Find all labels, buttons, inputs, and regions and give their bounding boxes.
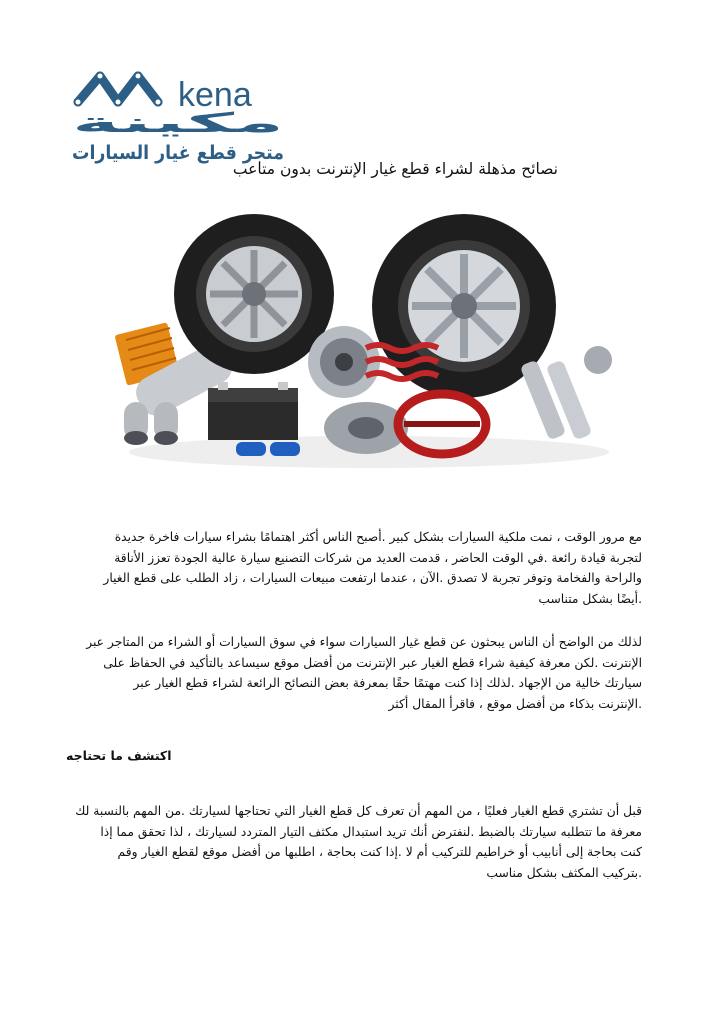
paragraph-line: سيارتك خالية من الإجهاد .لذلك إذا كنت مهتمًا حقًا بمعرفة بعض النصائح الرائعة لشراء قطع الغيار عبر	[133, 676, 642, 690]
paragraph-line: قبل أن تشتري قطع الغيار فعليًا ، من المهم أن تعرف كل قطع الغيار التي تحتاجها لسيارتك .من المهم بالنسبة لك	[75, 804, 642, 818]
section-heading: اكتشف ما تحتاجه	[66, 748, 172, 763]
section-paragraph	[66, 801, 642, 883]
intro-paragraph	[66, 527, 642, 609]
logo-tagline: متجر قطع غيار السيارات	[72, 142, 284, 164]
paragraph-line: لذلك من الواضح أن الناس يبحثون عن قطع غيار السيارات سواء في سوق السيارات أو الشراء من المتاجر عبر	[86, 635, 642, 649]
logo-mark-icon	[66, 62, 288, 166]
car-parts-image	[104, 210, 626, 476]
document-title: نصائح مذهلة لشراء قطع غيار الإنترنت بدون متاعب	[232, 160, 558, 178]
paragraph-line: كنت بحاجة إلى أنابيب أو خراطيم للتركيب أم لا .إذا كنت بحاجة ، اطلبها من أفضل موقع لقطع الغيار وقم	[117, 845, 642, 859]
paragraph-line: لتجربة قيادة رائعة .في الوقت الحاضر ، قدمت العديد من شركات التصنيع سيارة عالية الجودة تعزز الأناقة	[114, 550, 642, 565]
paragraph-line: الإنترنت .لكن معرفة كيفية شراء قطع الغيار عبر الإنترنت من أفضل موقع سيساعد بالتأكيد في الحفاظ على	[103, 655, 642, 670]
logo-wordmark: kena	[178, 76, 252, 114]
tire-icon	[174, 214, 334, 374]
paragraph-line: والراحة والفخامة وتوفر تجربة لا تصدق .الآن ، عندما ارتفعت مبيعات السيارات ، زاد الطلب على قطع الغيار	[103, 571, 642, 585]
battery-icon	[208, 382, 298, 440]
paragraph-line: .بتركيب المكثف بشكل مناسب	[486, 865, 642, 880]
paragraph-line: مع مرور الوقت ، نمت ملكية السيارات بشكل كبير .أصبح الناس أكثر اهتمامًا بشراء سيارات فاخرة جديدة	[114, 530, 642, 544]
paragraph-line: معرفة ما تتطلبه سيارتك بالضبط .لنفترض أنك تريد استبدال مكثف التيار المتردد لسيارتك ، لذا تحقق مما إذا	[100, 824, 642, 839]
logo-arabic-name: مكينة	[72, 108, 284, 139]
paragraph-line: .أيضًا بشكل متناسب	[538, 591, 642, 606]
paragraph-line: .الإنترنت بذكاء من أفضل موقع ، فاقرأ المقال أكثر	[388, 696, 642, 711]
body-paragraph	[66, 632, 642, 714]
store-logo	[66, 62, 288, 166]
